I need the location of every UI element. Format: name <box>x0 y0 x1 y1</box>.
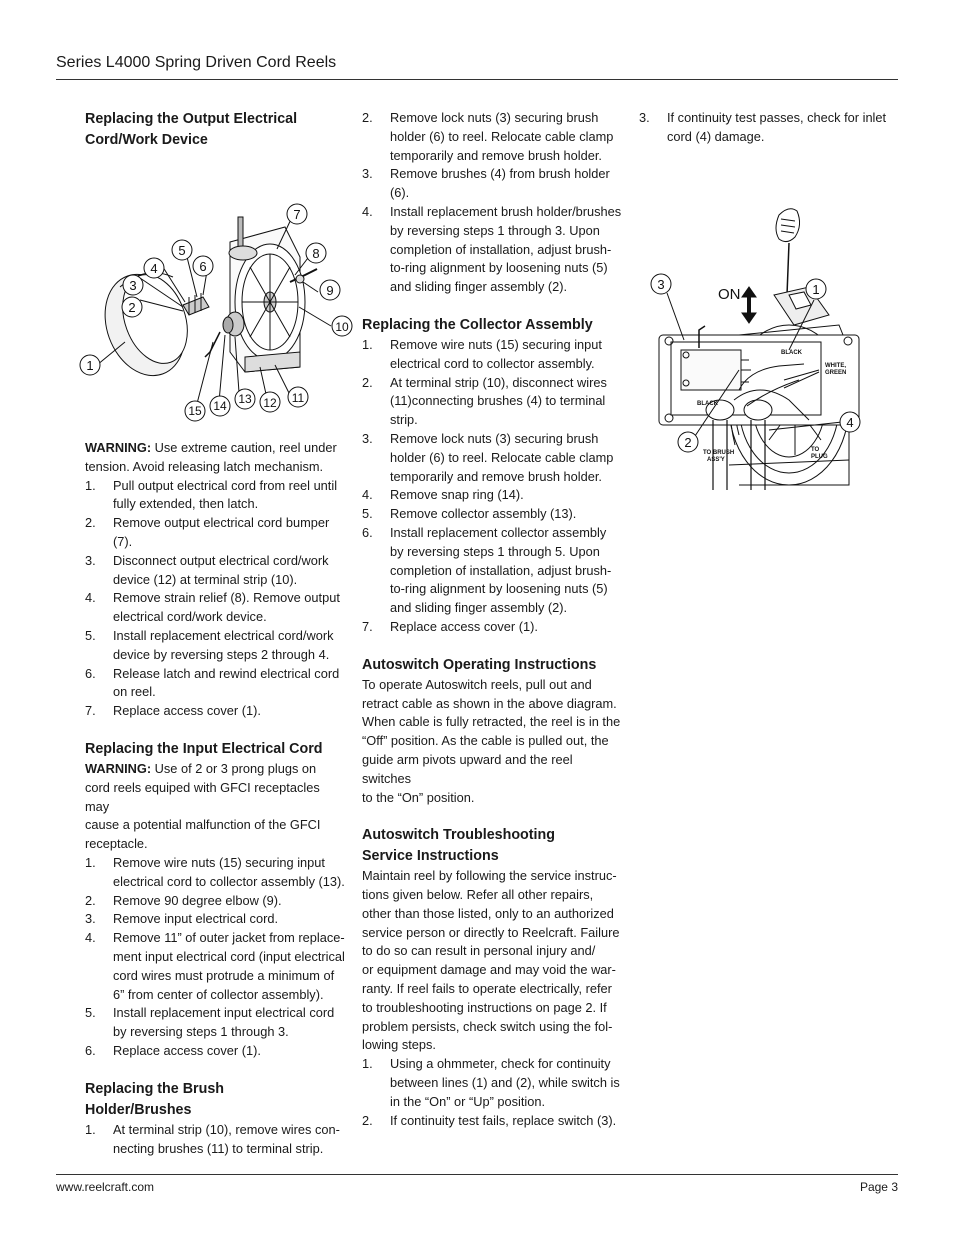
step-number: 3. <box>85 552 96 568</box>
column-1: Replacing the Output Electrical Cord/Work Device 7 5 6 8 4 3 9 2 10 1 11 12 13 14 15 WARNING: Use extreme caution, reel under tension. Avoid releasing latch mechanism. 1. Pull output electrical cord from reel until fully extended, then latch. 2. Remove output electrical cord bumper (7). 3. Disconnect output electrical cord/work device (12) at terminal strip (10). 4. Remove strain relief (8). Remove output electrical cord/work device. 5. Install replacement electrical cord/work device by reversing steps 2 through 4. 6. Release latch and rewind electrical cord on reel. 7. Replace access cover (1). Replacing the Input Electrical Cord WARNING: Use of 2 or 3 prong plugs on cord reels equiped with GFCI receptacles may cause a potential malfunction of the GFCI receptacle. 1. Remove wire nuts (15) securing input electrical cord to collector assembly (13). 2. Remove 90 degree elbow (9). 3. Remove input electrical cord. 4. Remove 11” of outer jacket from replace- ment input electrical cord (input electrical cord wires must protrude a minimum of 6” from center of collector assembly). 5. Install replacement input electrical cord by reversing steps 1 through 3. 6. Replace access cover (1). Replacing the Brush Holder/Brushes 1. At terminal strip (10), remove wires con- necting brushes (11) to terminal strip. <box>85 109 347 1158</box>
step-number: 4. <box>85 590 96 606</box>
switch-callout-1: 1 <box>812 281 820 297</box>
step-text-line: temporarily and remove brush holder. <box>390 468 602 484</box>
wire-label-black-top: BLACK <box>781 349 802 356</box>
page-header-title: Series L4000 Spring Driven Cord Reels <box>56 54 337 71</box>
switch-callout-2: 2 <box>684 434 692 450</box>
step-text-line: electrical cord to collector assembly. <box>390 355 595 371</box>
wire-label-to-brush: TO BRUSH <box>703 449 735 456</box>
step-item <box>362 505 624 524</box>
body-text-line: Maintain reel by following the service instruc- <box>362 868 617 884</box>
callout-6: 6 <box>199 259 207 274</box>
body-text-line: tions given below. Refer all other repairs, <box>362 887 594 903</box>
step-text-line: cord wires must protrude a minimum of <box>113 967 335 983</box>
step-text-line: If continuity test fails, replace switch (3). <box>390 1112 617 1128</box>
wire-label-black-left: BLACK <box>697 400 718 407</box>
step-number: 7. <box>362 618 373 634</box>
steps-collector <box>362 336 624 637</box>
steps-brush-holder <box>85 1121 347 1159</box>
wire-label-to: TO <box>811 446 820 453</box>
step-text-line: (6). <box>390 185 410 201</box>
callout-11: 11 <box>291 391 305 405</box>
body-text-line: ranty. If reel fails to operate electrically, refer <box>362 981 612 997</box>
step-item <box>85 665 347 703</box>
warning-output-cord: WARNING: Use extreme caution, reel under <box>85 440 337 455</box>
step-number: 1. <box>85 1121 96 1137</box>
step-text-line: Using a ohmmeter, check for continuity <box>390 1056 611 1072</box>
step-number: 2. <box>362 1112 373 1128</box>
callout-2: 2 <box>128 300 136 315</box>
wire-label-plug: PLUG <box>811 453 828 460</box>
step-item <box>85 1121 347 1159</box>
step-number: 3. <box>362 166 373 182</box>
step-text-line: electrical cord/work device. <box>113 609 267 625</box>
step-text-line: to-ring alignment by loosening nuts (5) <box>390 581 608 597</box>
step-number: 4. <box>362 203 373 219</box>
step-text-line: Remove wire nuts (15) securing input <box>390 336 602 352</box>
step-text-line: Install replacement collector assembly <box>390 524 607 540</box>
step-text-line: Remove 11” of outer jacket from replace- <box>113 930 345 946</box>
body-text-line: problem persists, check switch using the fol- <box>362 1018 613 1034</box>
footer-website: www.reelcraft.com <box>56 1180 155 1194</box>
column-2 <box>362 109 624 1130</box>
warning-input-cord: WARNING: Use of 2 or 3 prong plugs on <box>85 760 317 776</box>
body-text-line: retract cable as shown in the above diagram. <box>362 695 617 711</box>
step-number: 5. <box>362 506 373 522</box>
section-title-brush-holder: Replacing the Brush Holder/Brushes <box>85 1080 225 1118</box>
step-text-line: Remove input electrical cord. <box>113 911 279 927</box>
steps-brush-holder-continued <box>362 109 624 297</box>
section-title-output-cord: Replacing the Output Electrical Cord/Work Device <box>85 111 298 148</box>
steps-input-cord <box>85 854 347 1061</box>
step-number: 6. <box>85 1042 96 1058</box>
section-title-input-cord: Replacing the Input Electrical Cord <box>85 740 323 757</box>
step-item <box>85 702 347 721</box>
step-item <box>362 374 624 430</box>
step-text-line: Remove output electrical cord bumper <box>113 515 330 531</box>
step-text-line: on reel. <box>113 684 156 700</box>
step-item <box>639 109 889 147</box>
step-text-line: by reversing steps 1 through 5. Upon <box>390 543 600 559</box>
step-text-line: by reversing steps 1 through 3. <box>113 1024 289 1040</box>
callout-12: 12 <box>263 396 277 410</box>
exploded-reel-diagram <box>85 157 349 410</box>
wire-label-green: GREEN <box>825 369 847 376</box>
step-item <box>362 430 624 486</box>
step-number: 1. <box>362 1056 373 1072</box>
steps-output-cord <box>85 477 347 721</box>
step-text-line: At terminal strip (10), remove wires con- <box>113 1121 340 1137</box>
step-text-line: Remove lock nuts (3) securing brush <box>390 110 599 125</box>
body-text-line: to do so can result in personal injury and/ <box>362 943 596 959</box>
step-item <box>362 486 624 505</box>
step-text-line: and sliding finger assembly (2). <box>390 600 568 616</box>
exploded-reel-diagram-lower-callouts <box>85 385 347 419</box>
step-text-line: Install replacement electrical cord/work <box>113 627 334 643</box>
step-item <box>362 1112 624 1131</box>
step-item <box>85 1042 347 1061</box>
step-number: 5. <box>85 627 96 643</box>
switch-callout-3: 3 <box>657 276 665 292</box>
step-text-line: Remove collector assembly (13). <box>390 506 577 522</box>
callout-5: 5 <box>178 243 186 258</box>
body-text-line: or equipment damage and may void the war- <box>362 962 616 978</box>
step-number: 4. <box>362 487 373 503</box>
callout-4: 4 <box>150 261 158 276</box>
header-rule <box>56 79 898 80</box>
callout-15: 15 <box>188 404 202 418</box>
step-item <box>362 524 624 618</box>
step-number: 4. <box>85 930 96 946</box>
step-text-line: Release latch and rewind electrical cord <box>113 665 340 681</box>
column-3 <box>639 109 889 490</box>
step-item <box>85 589 347 627</box>
body-text-line: service person or directly to Reelcraft. Failure <box>362 924 620 940</box>
wire-label-white: WHITE, <box>825 362 846 369</box>
steps-troubleshooting <box>362 1055 624 1130</box>
step-item <box>85 477 347 515</box>
callout-7: 7 <box>293 207 301 222</box>
step-item <box>362 203 624 297</box>
step-text-line: and sliding finger assembly (2). <box>390 279 568 295</box>
section-title-collector: Replacing the Collector Assembly <box>362 316 593 333</box>
step-item <box>85 514 347 552</box>
autoswitch-operating-body <box>362 676 624 808</box>
step-text-line: strip. <box>390 412 418 428</box>
step-item <box>85 910 347 929</box>
footer-page-number: Page 3 <box>859 1180 898 1194</box>
body-text-line: To operate Autoswitch reels, pull out and <box>362 676 592 692</box>
callout-14: 14 <box>213 399 227 413</box>
step-item <box>362 1055 624 1111</box>
autoswitch-troubleshooting-body <box>362 867 624 1055</box>
body-text-line: guide arm pivots upward and the reel switches <box>362 751 573 786</box>
step-number: 3. <box>362 430 373 446</box>
step-number: 3. <box>85 911 96 927</box>
step-text-line: temporarily and remove brush holder. <box>390 147 602 163</box>
step-text-line: holder (6) to reel. Relocate cable clamp <box>390 449 614 465</box>
step-text-line: fully extended, then latch. <box>113 496 259 512</box>
step-text-line: by reversing steps 1 through 3. Upon <box>390 222 600 238</box>
step-text-line: Remove lock nuts (3) securing brush <box>390 430 599 446</box>
step-number: 2. <box>362 374 373 390</box>
callout-13: 13 <box>238 392 252 406</box>
step-text-line: At terminal strip (10), disconnect wires <box>390 374 607 390</box>
step-number: 1. <box>85 854 96 870</box>
callout-9: 9 <box>326 283 334 298</box>
switch-callout-4: 4 <box>846 414 854 430</box>
step-number: 7. <box>85 703 96 719</box>
step-item <box>362 618 624 637</box>
step-text-line: Pull output electrical cord from reel until <box>113 477 338 493</box>
step-text-line: ment input electrical cord (input electrical <box>113 948 345 964</box>
step-text-line: Remove brushes (4) from brush holder <box>390 166 610 182</box>
step-text-line: in the “On” or “Up” position. <box>390 1093 546 1109</box>
step-text-line: completion of installation, adjust brush- <box>390 562 612 578</box>
step-text-line: Disconnect output electrical cord/work <box>113 552 329 568</box>
step-text-line: necting brushes (11) to terminal strip. <box>113 1140 324 1156</box>
step-text-line: Replace access cover (1). <box>113 703 261 719</box>
step-item <box>85 552 347 590</box>
step-text-line: (11)connecting brushes (4) to terminal <box>390 393 606 409</box>
step-text-line: electrical cord to collector assembly (13). <box>113 873 345 889</box>
body-text-line: to troubleshooting instructions on page 2. If <box>362 999 607 1015</box>
step-number: 1. <box>362 336 373 352</box>
body-text-line: lowing steps. <box>362 1037 436 1053</box>
step-text-line: Replace access cover (1). <box>113 1042 261 1058</box>
step-text-line: (7). <box>113 533 133 549</box>
step-item <box>85 1004 347 1042</box>
section-title-autoswitch-troubleshooting: Autoswitch Troubleshooting Service Instructions <box>362 827 555 865</box>
callout-10: 10 <box>335 320 349 334</box>
step-item <box>85 627 347 665</box>
step-text-line: device (12) at terminal strip (10). <box>113 571 298 587</box>
step-number: 1. <box>85 477 96 493</box>
callout-1: 1 <box>86 358 94 373</box>
step-number: 2. <box>362 110 373 125</box>
step-text-line: holder (6) to reel. Relocate cable clamp <box>390 128 614 144</box>
body-text-line: to the “On” position. <box>362 789 475 805</box>
section-title-autoswitch-operating: Autoswitch Operating Instructions <box>362 656 597 673</box>
step-text-line: Remove 90 degree elbow (9). <box>113 892 282 908</box>
step-item <box>85 929 347 1004</box>
step-number: 2. <box>85 892 96 908</box>
body-text-line: “Off” position. As the cable is pulled out, the <box>362 733 609 749</box>
step-number: 3. <box>639 110 650 125</box>
wire-label-brush-assy: ASS'Y <box>707 456 725 463</box>
step-text-line: Install replacement brush holder/brushes <box>390 203 622 219</box>
step-item <box>362 165 624 203</box>
step-number: 5. <box>85 1005 96 1021</box>
step-item <box>362 336 624 374</box>
step-text-line: If continuity test passes, check for inlet <box>667 110 887 125</box>
callout-8: 8 <box>312 246 320 261</box>
step-number: 6. <box>85 665 96 681</box>
step-text-line: Remove wire nuts (15) securing input <box>113 854 325 870</box>
step-number: 2. <box>85 515 96 531</box>
body-text-line: When cable is fully retracted, the reel is in the <box>362 714 621 730</box>
label-on: ON <box>718 285 741 303</box>
step-text-line: Replace access cover (1). <box>390 618 538 634</box>
callout-3: 3 <box>129 278 137 293</box>
step-text-line: to-ring alignment by loosening nuts (5) <box>390 260 608 276</box>
step-text-line: completion of installation, adjust brush- <box>390 241 612 257</box>
step-item <box>85 892 347 911</box>
step-text-line: 6” from center of collector assembly). <box>113 986 324 1002</box>
step-text-line: device by reversing steps 2 through 4. <box>113 646 330 662</box>
step-text-line: between lines (1) and (2), while switch is <box>390 1075 620 1091</box>
steps-troubleshooting-continued <box>639 109 889 147</box>
step-text-line: Install replacement input electrical cord <box>113 1005 335 1021</box>
footer-rule <box>56 1174 898 1175</box>
step-item <box>362 109 624 165</box>
step-text-line: Remove snap ring (14). <box>390 487 524 503</box>
step-number: 6. <box>362 524 373 540</box>
body-text-line: other than those listed, only to an authorized <box>362 905 614 921</box>
step-text-line: cord (4) damage. <box>667 128 765 144</box>
step-item <box>85 854 347 892</box>
step-text-line: Remove strain relief (8). Remove output <box>113 590 340 606</box>
